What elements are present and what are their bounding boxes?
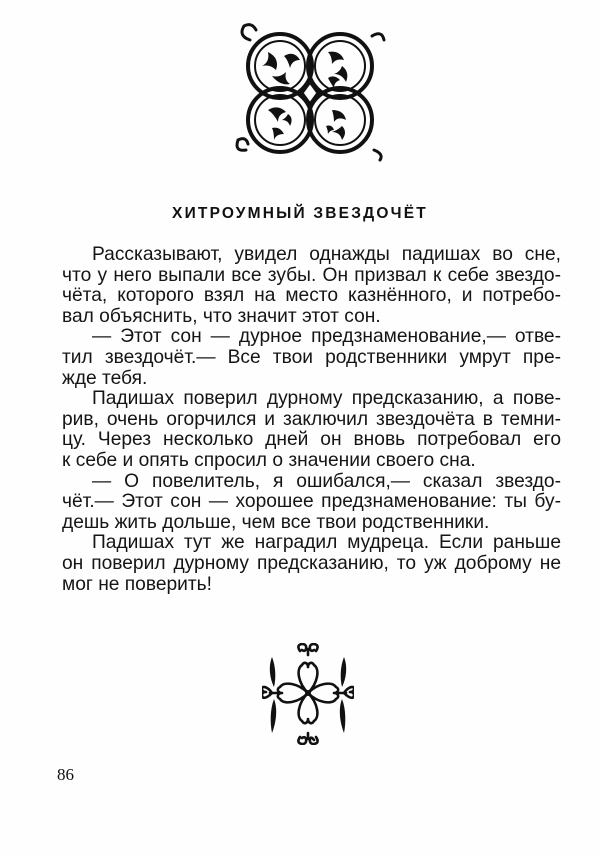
floral-vignette-icon: [262, 643, 354, 745]
text-line: вал объяснить, что значит этот сон.: [62, 305, 381, 327]
text-line: — Этот сон — дурное предзнаменование,— отве-: [92, 326, 561, 348]
text-line: мог не поверить!: [62, 573, 213, 595]
text-line: что у него выпали все зубы. Он призвал к себе звездо-: [62, 264, 561, 286]
text-line: рив, очень огорчился и заключил звездочёта в темни-: [62, 408, 561, 430]
text-line: — О повелитель, я ошибался,— сказал звездо-: [92, 470, 561, 492]
text-line: цу. Через несколько дней он вновь потребовал его: [62, 429, 561, 451]
page-number: 86: [57, 765, 74, 784]
story-title: ХИТРОУМНЫЙ ЗВЕЗДОЧЁТ: [172, 205, 428, 222]
text-line: жде тебя.: [62, 367, 148, 389]
text-line: Падишах тут же наградил мудреца. Если раньше: [92, 532, 561, 554]
text-line: он поверил дурному предсказанию, то уж доброму не: [62, 552, 561, 574]
decorative-knot-ornament-icon: [232, 22, 388, 164]
text-line: Падишах поверил дурному предсказанию, а пове-: [92, 388, 561, 410]
text-line: Рассказывают, увидел однажды падишах во сне,: [92, 244, 561, 265]
text-line: чёта, которого взял на место казнённого, и потребо-: [62, 285, 561, 307]
story-body: [62, 245, 561, 595]
text-line: дешь жить дольше, чем все твои родственники.: [62, 511, 490, 533]
text-line: чёт.— Этот сон — хорошее предзнаменование: ты бу-: [62, 491, 561, 513]
text-line: к себе и опять спросил о значении своего сна.: [62, 449, 476, 471]
text-line: тил звездочёт.— Все твои родственники умрут пре-: [62, 346, 561, 368]
